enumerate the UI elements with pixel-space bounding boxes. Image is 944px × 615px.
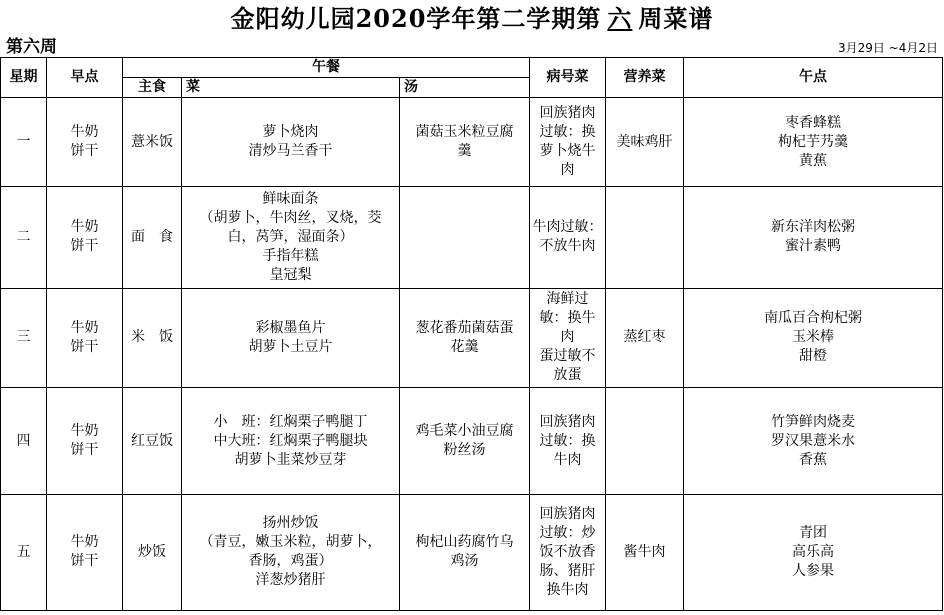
staple-cell — [123, 388, 182, 495]
special-diet-cell-line: 萝卜烧牛 — [539, 143, 596, 160]
soup-cell — [400, 98, 530, 187]
title-prefix: 金阳幼儿园2020学年第二学期第 — [230, 4, 602, 33]
breakfast-cell-line: 饼干 — [70, 338, 99, 355]
header-lunch: 午餐 — [123, 58, 530, 78]
snack-cell-line: 黄蕉 — [799, 152, 827, 169]
special-diet-cell-line: 肉 — [560, 329, 575, 346]
staple-cell — [123, 494, 182, 610]
special-diet-cell-line: 牛肉 — [553, 451, 582, 468]
breakfast-cell — [47, 98, 123, 187]
table-row — [1, 388, 943, 495]
special-diet-cell-line: 回族猪肉 — [539, 505, 596, 522]
snack-cell — [684, 98, 943, 187]
breakfast-cell-line: 牛奶 — [70, 534, 99, 551]
dish-cell-line: 萝卜烧肉 — [262, 124, 319, 141]
staple-cell-line: 薏米饭 — [131, 133, 173, 150]
snack-cell — [684, 187, 943, 289]
weekday-cell: 三 — [1, 288, 47, 387]
dish-cell-line: 清炒马兰香干 — [248, 143, 333, 160]
snack-cell — [684, 388, 943, 495]
header-soup: 汤 — [400, 78, 530, 98]
table-row — [1, 98, 943, 187]
weekday-cell: 一 — [1, 98, 47, 187]
nutrition-cell: 酱牛肉 — [606, 494, 684, 610]
snack-cell-line: 竹笋鲜肉烧麦 — [771, 413, 855, 430]
special-diet-cell — [530, 288, 606, 387]
staple-cell-line: 米 饭 — [131, 329, 173, 346]
snack-cell-line: 人参果 — [792, 562, 834, 579]
soup-cell — [400, 288, 530, 387]
snack-cell-line: 南瓜百合枸杞粥 — [764, 310, 862, 327]
snack-cell-line: 新东洋肉松粥 — [771, 219, 855, 236]
page-title — [0, 2, 944, 36]
staple-cell-line: 炒饭 — [138, 543, 166, 560]
dish-cell-line: 手指年糕 — [262, 247, 319, 264]
special-diet-cell-line: 牛肉过敏： — [532, 219, 603, 236]
dish-cell-line: 白，莴笋，湿面条） — [227, 228, 354, 245]
date-range: 3月29日 ~4月2日 — [837, 41, 938, 55]
header-snack: 午点 — [684, 58, 943, 98]
header-special-diet: 病号菜 — [530, 58, 606, 98]
dish-cell-line: 皇冠梨 — [269, 266, 312, 283]
special-diet-cell-line: 过敏：换 — [539, 124, 596, 141]
header-breakfast: 早点 — [47, 58, 123, 98]
special-diet-cell-line: 敏：换牛 — [539, 310, 596, 327]
nutrition-cell: 美味鸡肝 — [606, 98, 684, 187]
weekday-cell: 二 — [1, 187, 47, 289]
dish-cell-line: 胡萝卜韭菜炒豆芽 — [234, 451, 347, 468]
title-week-number: 六 — [607, 4, 633, 33]
breakfast-cell-line: 牛奶 — [70, 423, 99, 440]
special-diet-cell-line: 肉 — [560, 162, 575, 179]
special-diet-cell — [530, 187, 606, 289]
soup-cell-line: 菌菇玉米粒豆腐 — [415, 124, 514, 141]
snack-cell-line: 甜橙 — [799, 348, 827, 365]
table-row — [1, 494, 943, 610]
dish-cell-line: 胡萝卜土豆片 — [248, 338, 333, 355]
dish-cell-line: 香肠，鸡蛋） — [248, 553, 333, 570]
special-diet-cell-line: 回族猪肉 — [539, 105, 596, 122]
dish-cell — [182, 494, 400, 610]
snack-cell-line: 枸杞芋艿羹 — [778, 133, 848, 150]
special-diet-cell — [530, 388, 606, 495]
nutrition-cell — [606, 388, 684, 495]
soup-cell — [400, 388, 530, 495]
soup-cell-line: 鸡汤 — [450, 553, 479, 570]
special-diet-cell-line: 过敏：换 — [539, 432, 596, 449]
soup-cell-line: 花羹 — [450, 338, 479, 355]
soup-cell-line: 枸杞山药腐竹乌 — [415, 534, 514, 551]
breakfast-cell-line: 牛奶 — [70, 219, 99, 236]
staple-cell — [123, 187, 182, 289]
header-dish: 菜 — [182, 78, 400, 98]
breakfast-cell — [47, 494, 123, 610]
header-nutrition: 营养菜 — [606, 58, 684, 98]
special-diet-cell-line: 回族猪肉 — [539, 413, 596, 430]
snack-cell-line: 蜜汁素鸭 — [785, 238, 841, 255]
snack-cell-line: 青团 — [799, 524, 827, 541]
special-diet-cell-line: 换牛肉 — [546, 581, 589, 598]
breakfast-cell-line: 饼干 — [70, 143, 99, 160]
title-suffix: 周菜谱 — [638, 4, 714, 33]
dish-cell-line: 小 班：红焖栗子鸭腿丁 — [213, 413, 368, 430]
dish-cell-line: 洋葱炒猪肝 — [255, 572, 326, 589]
dish-cell-line: 中大班：红焖栗子鸭腿块 — [213, 432, 368, 449]
weekday-cell: 四 — [1, 388, 47, 495]
special-diet-cell — [530, 98, 606, 187]
snack-cell — [684, 494, 943, 610]
special-diet-cell — [530, 494, 606, 610]
table-row — [1, 187, 943, 289]
staple-cell — [123, 288, 182, 387]
header-staple: 主食 — [123, 78, 182, 98]
special-diet-cell-line: 不放牛肉 — [539, 238, 596, 255]
special-diet-cell-line: 过敏：炒 — [539, 524, 596, 541]
breakfast-cell — [47, 388, 123, 495]
dish-cell — [182, 288, 400, 387]
snack-cell-line: 高乐高 — [792, 543, 834, 560]
breakfast-cell-line: 牛奶 — [70, 124, 99, 141]
week-label: 第六周 — [6, 37, 57, 57]
dish-cell — [182, 187, 400, 289]
dish-cell — [182, 98, 400, 187]
breakfast-cell-line: 牛奶 — [70, 319, 99, 336]
soup-cell — [400, 494, 530, 610]
snack-cell-line: 罗汉果薏米水 — [771, 432, 855, 449]
dish-cell-line: 扬州炒饭 — [262, 515, 319, 532]
breakfast-cell — [47, 187, 123, 289]
dish-cell-line: （胡萝卜，牛肉丝，叉烧，茭 — [199, 209, 382, 226]
snack-cell — [684, 288, 943, 387]
soup-cell — [400, 187, 530, 289]
soup-cell-line: 羹 — [457, 143, 472, 160]
dish-cell-line: 鲜味面条 — [262, 190, 319, 207]
special-diet-cell-line: 饭不放香 — [539, 543, 596, 560]
breakfast-cell-line: 饼干 — [70, 238, 99, 255]
menu-table — [0, 57, 943, 611]
staple-cell — [123, 98, 182, 187]
nutrition-cell: 蒸红枣 — [606, 288, 684, 387]
snack-cell-line: 香蕉 — [799, 451, 827, 468]
weekday-cell: 五 — [1, 494, 47, 610]
header-weekday: 星期 — [1, 58, 47, 98]
staple-cell-line: 红豆饭 — [131, 432, 173, 449]
snack-cell-line: 枣香蜂糕 — [785, 114, 841, 131]
table-row — [1, 288, 943, 387]
special-diet-cell-line: 肠、猪肝 — [539, 562, 596, 579]
dish-cell-line: （青豆，嫩玉米粒，胡萝卜， — [199, 534, 382, 551]
special-diet-cell-line: 海鲜过 — [546, 291, 589, 308]
breakfast-cell-line: 饼干 — [70, 442, 99, 459]
soup-cell-line: 鸡毛菜小油豆腐 — [415, 423, 514, 440]
special-diet-cell-line: 蛋过敏不 — [539, 348, 596, 365]
staple-cell-line: 面 食 — [131, 228, 173, 245]
soup-cell-line: 粉丝汤 — [443, 442, 486, 459]
breakfast-cell — [47, 288, 123, 387]
breakfast-cell-line: 饼干 — [70, 553, 99, 570]
dish-cell-line: 彩椒墨鱼片 — [255, 319, 326, 336]
special-diet-cell-line: 放蛋 — [553, 367, 582, 384]
nutrition-cell — [606, 187, 684, 289]
dish-cell — [182, 388, 400, 495]
snack-cell-line: 玉米棒 — [792, 329, 834, 346]
soup-cell-line: 葱花番茄菌菇蛋 — [415, 319, 514, 336]
